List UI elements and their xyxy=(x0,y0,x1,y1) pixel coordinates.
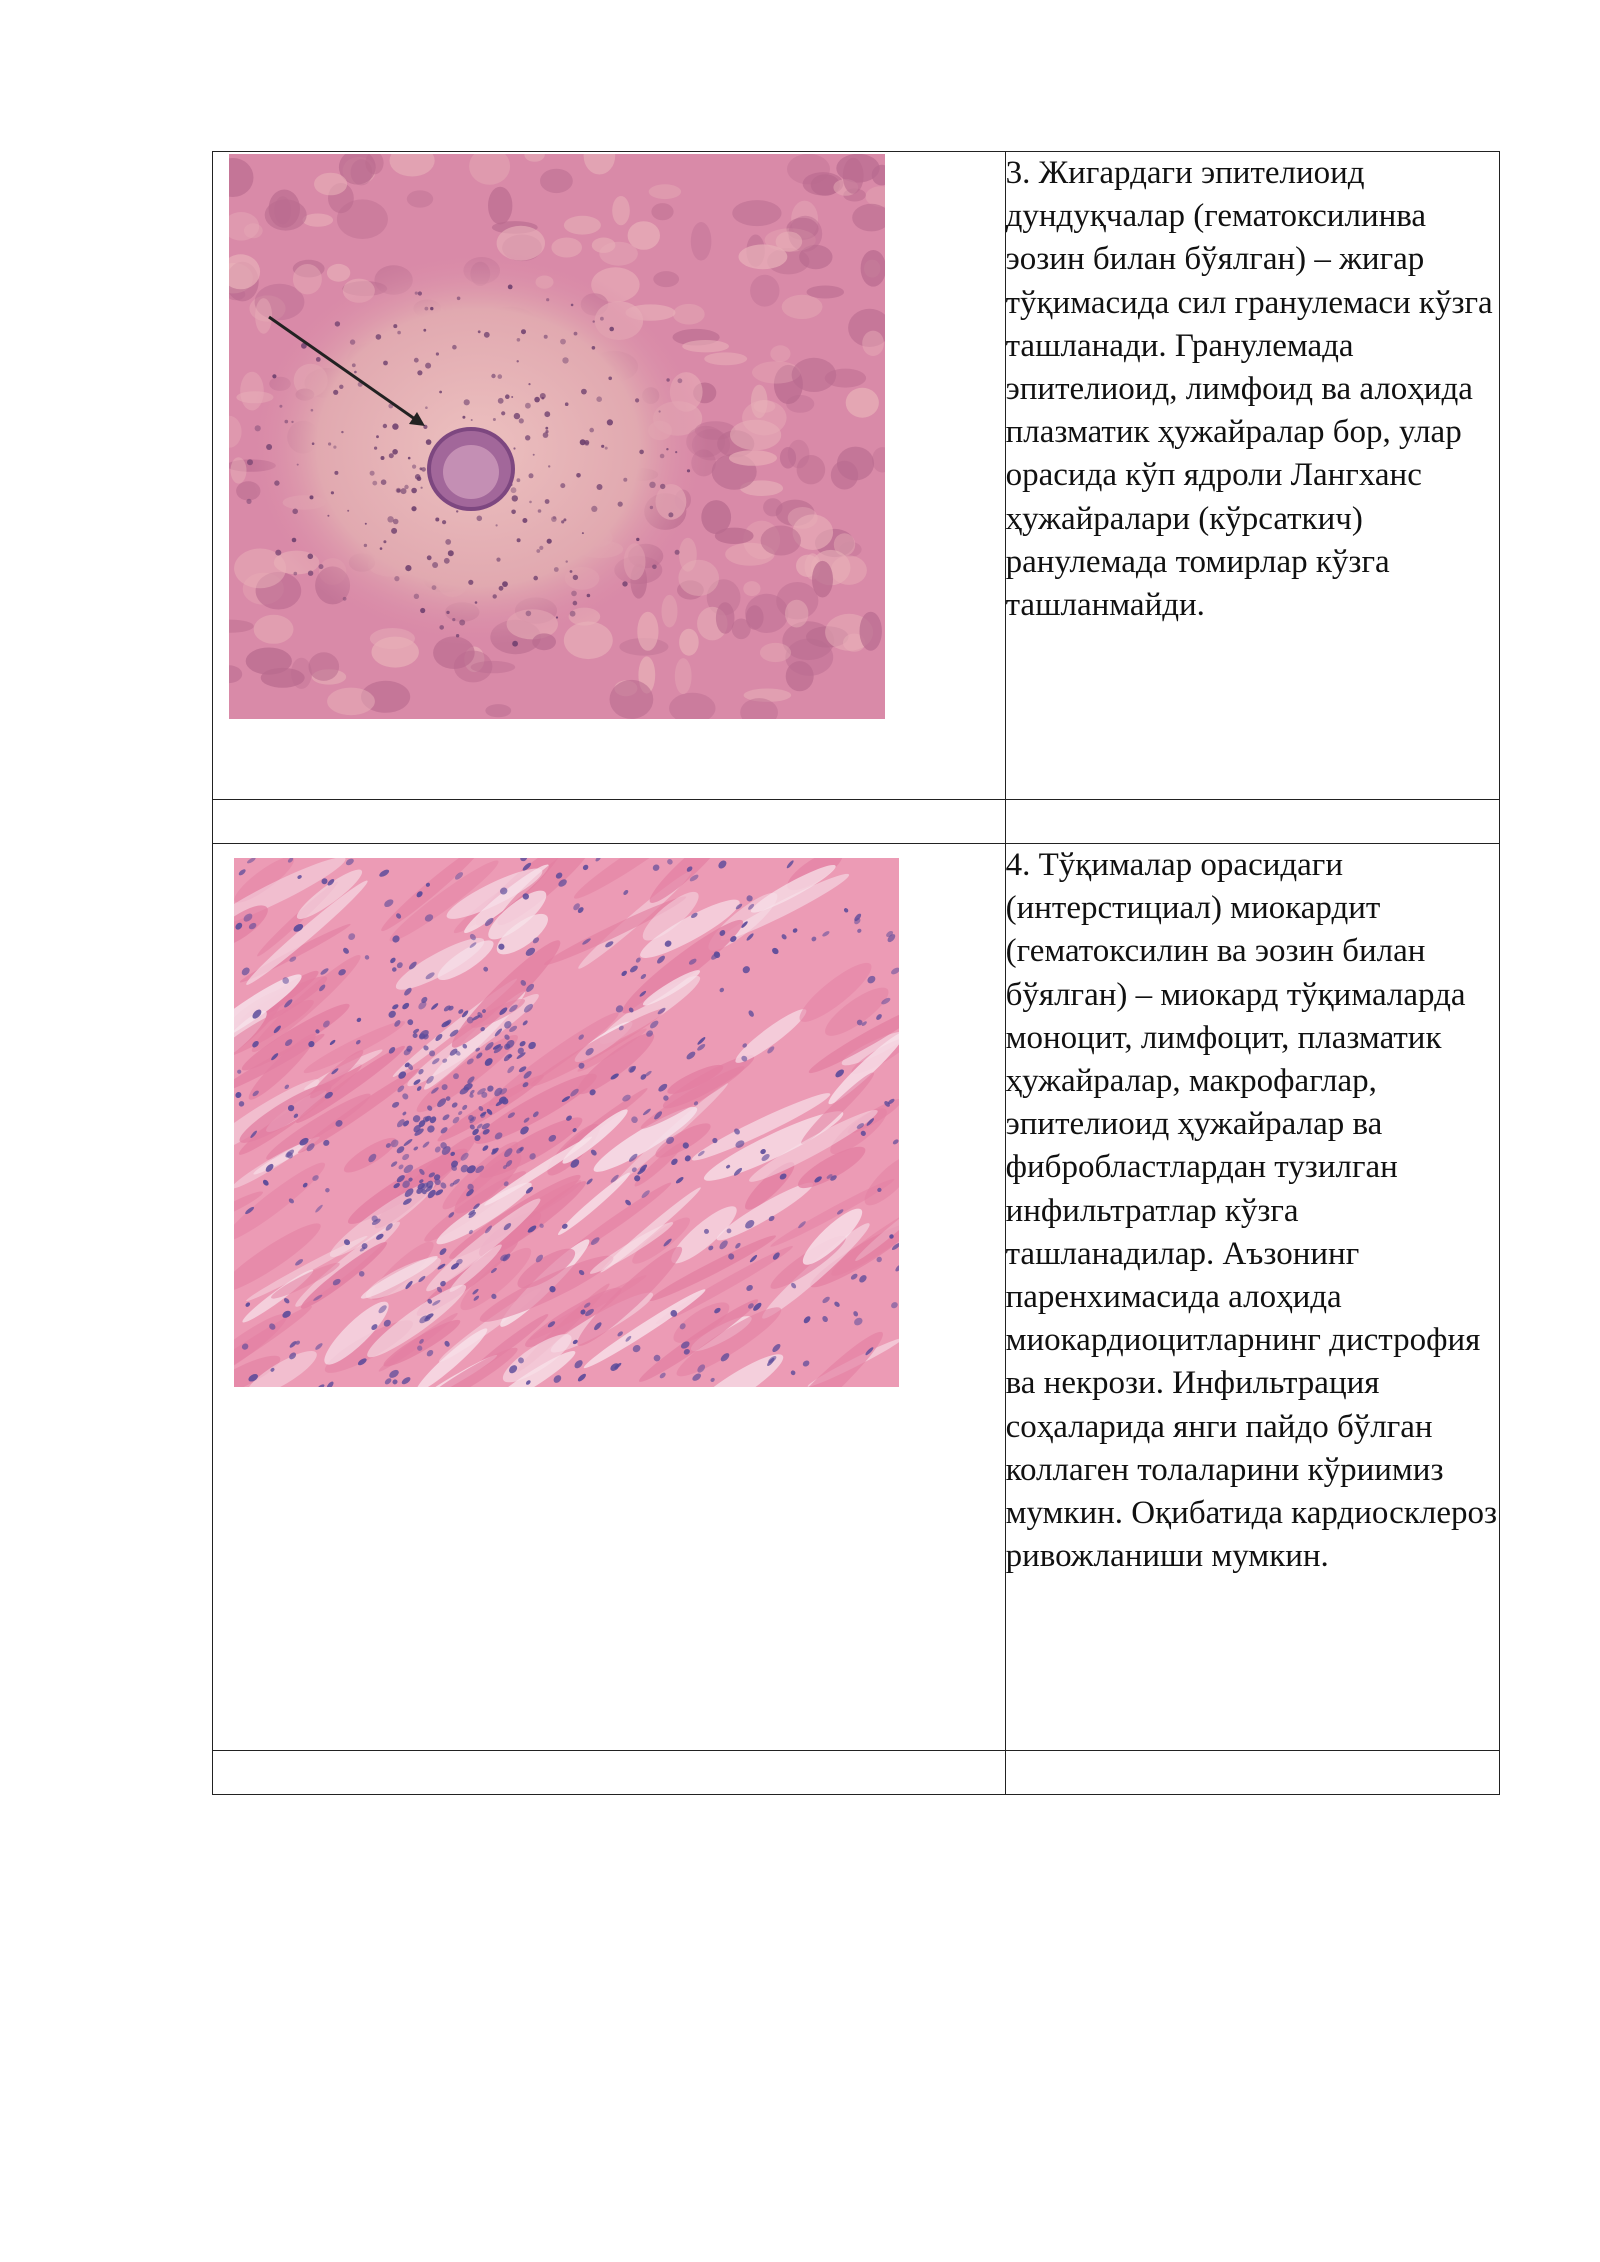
content-table xyxy=(212,151,1500,1795)
table-row xyxy=(213,1751,1500,1795)
entry-description-4: 4. Тўқималар орасидаги (интерстициал) миокардит (гематоксилин ва эозин билан бўялган) – миокард тўқималарда моноцит, лимфоцит, плазматик ҳужайралар, макрофаглар, эпителиоид ҳужайралар ва фибробластлардан тузилган инфильтратлар кўзга ташланадилар. Аъзонинг паренхимасида алоҳида миокардиоцитларнинг дистрофия ва некрози. Инфильтрация соҳаларида янги пайдо бўлган коллаген толаларини кўриимиз мумкин. Оқибатида кардиосклероз ривожланиши мумкин. xyxy=(1005,844,1499,1751)
empty-cell xyxy=(213,800,1006,844)
empty-cell xyxy=(1005,1751,1499,1795)
liver-granuloma-micrograph xyxy=(229,154,885,719)
empty-cell xyxy=(213,1751,1006,1795)
table-row xyxy=(213,800,1500,844)
myocarditis-micrograph xyxy=(234,858,899,1387)
table-row xyxy=(213,844,1500,1751)
image-cell xyxy=(213,152,1006,800)
empty-cell xyxy=(1005,800,1499,844)
entry-description-3: 3. Жигардаги эпителиоид дундуқчалар (гематоксилинва эозин билан бўялган) – жигар тўқимасида сил гранулемаси кўзга ташланади. Гранулемада эпителиоид, лимфоид ва алоҳида плазматик ҳужайралар бор, улар орасида кўп ядроли Лангханс ҳужайралари (кўрсаткич) ранулемада томирлар кўзга ташланмайди. xyxy=(1005,152,1499,800)
image-cell xyxy=(213,844,1006,1751)
table-row xyxy=(213,152,1500,800)
